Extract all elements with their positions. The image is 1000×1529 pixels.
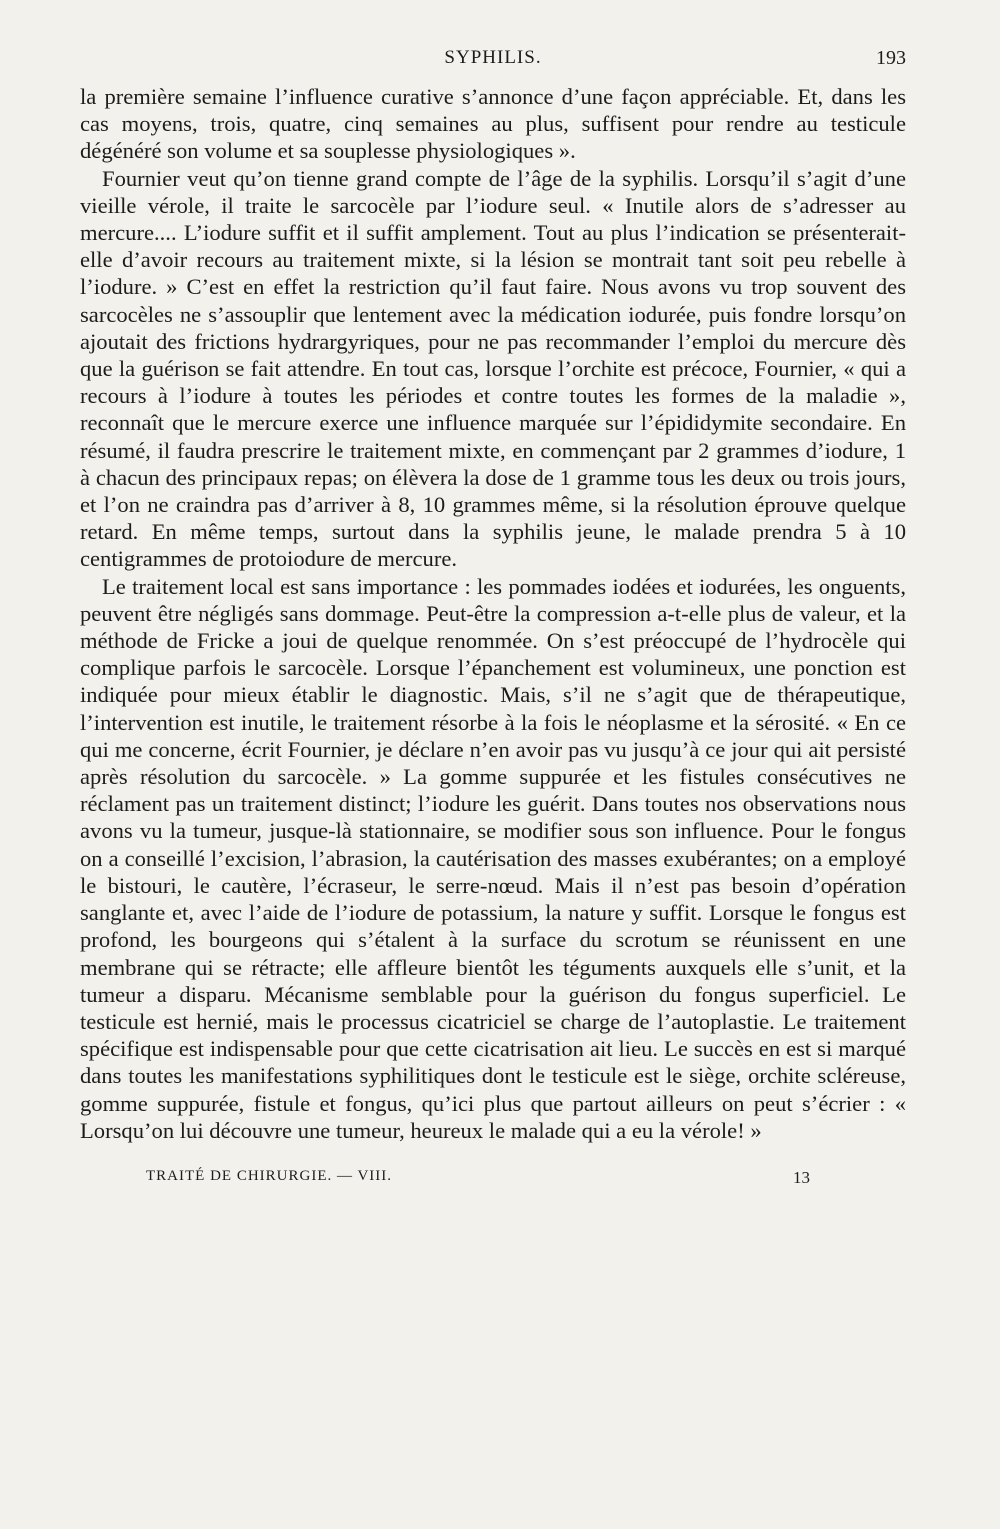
running-head xyxy=(80,47,906,73)
footer-signature-mark: 13 xyxy=(793,1168,810,1187)
running-title: SYPHILIS. xyxy=(444,47,542,68)
paragraph-local-treatment: Le traitement local est sans importance : les pommades iodées et iodurées, les onguents, peuvent être négligés sans dommage. Peut-être la compression a-t-elle plus de valeur, et la méthode de Fricke a joui de quelque renommée. On s’est préoccupé de l’hydrocèle qui complique parfois le sarcocèle. Lorsque l’épanchement est volumineux, une ponction est indiquée pour mieux établir le diagnostic. Mais, s’il ne s’agit que de thérapeutique, l’intervention est inutile, le traitement résorbe à la fois le néoplasme et la sérosité. « En ce qui me concerne, écrit Fournier, je déclare n’en avoir pas vu jusqu’à ce jour qui ait persisté après résolution du sarcocèle. » La gomme suppurée et les fistules consécutives ne réclament pas un traitement distinct; l’iodure les guérit. Dans toutes nos observations nous avons vu la tumeur, jusque-là stationnaire, se modifier sous son influence. Pour le fongus on a conseillé l’excision, l’abrasion, la cautérisation des masses exubérantes; on a employé le bistouri, le cautère, l’écraseur, le serre-nœud. Mais il n’est pas besoin d’opération sanglante et, avec l’aide de l’iodure de potassium, la nature y suffit. Lorsque le fongus est profond, les bourgeons qui s’étalent à la surface du scrotum se réunissent en une membrane qui se rétracte; elle affleure bientôt les téguments auxquels elle s’unit, et la tumeur a disparu. Mécanisme semblable pour la guérison du fongus superficiel. Le testicule est hernié, mais le processus cicatriciel se charge de l’autoplastie. Le traitement spécifique est indispensable pour que cette cicatrisation ait lieu. Le succès en est si marqué dans toutes les manifestations syphilitiques dont le testicule est le siège, orchite scléreuse, gomme suppurée, fistule et fongus, qu’ici plus que partout ailleurs on peut s’écrier : « Lorsqu’on lui découvre une tumeur, heureux le malade qui a eu la vérole! » xyxy=(80,573,906,1143)
paragraph-continuation: la première semaine l’influence curative s’annonce d’une façon appréciable. Et, dans les cas moyens, trois, quatre, cinq semaines au plus, suffisent pour rendre au testicule dégénéré son volume et sa souplesse physiologiques ». xyxy=(80,84,906,164)
page-footer xyxy=(80,1168,906,1192)
page-number: 193 xyxy=(876,47,906,69)
paragraph-fournier-age: Fournier veut qu’on tienne grand compte de l’âge de la syphilis. Lorsqu’il s’agit d’une vieille vérole, il traite le sarcocèle par l’iodure seul. « Inutile alors de s’adresser au mercure.... L’iodure suffit et il suffit amplement. Tout au plus l’indication se présenterait-elle d’avoir recours au traitement mixte, si la lésion se montrait tant soit peu rebelle à l’iodure. » C’est en effet la restriction qu’il faut faire. Nous avons vu trop souvent des sarcocèles ne s’assouplir que lentement avec la médication iodurée, puis fondre lorsqu’on ajoutait des frictions hydrargyriques, pour ne pas recommander l’emploi du mercure dès que la guérison se fait attendre. En tout cas, lorsque l’orchite est précoce, Fournier, « qui a recours à l’iodure à toutes les périodes et contre toutes les formes de la maladie », reconnaît que le mercure exerce une influence marquée sur l’épididymite secondaire. En résumé, il faudra prescrire le traitement mixte, en commençant par 2 grammes d’iodure, 1 à chacun des principaux repas; on élèvera la dose de 1 gramme tous les deux ou trois jours, et l’on ne craindra pas d’arriver à 8, 10 grammes même, si la résolution éprouve quelque retard. En même temps, surtout dans la syphilis jeune, le malade prendra 5 à 10 centigrammes de protoiodure de mercure. xyxy=(80,165,906,572)
footer-book-title: TRAITÉ DE CHIRURGIE. — VIII. xyxy=(146,1168,393,1184)
body-text xyxy=(80,83,906,1144)
